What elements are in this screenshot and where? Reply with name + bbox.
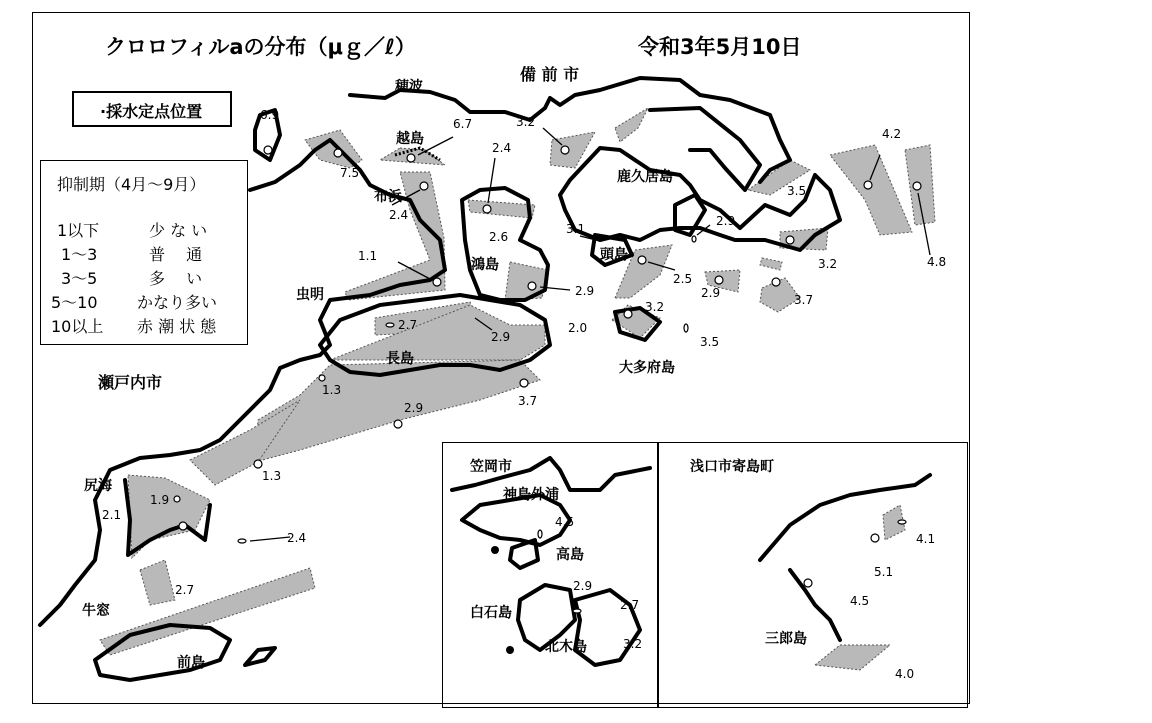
asakuchi-coast <box>760 475 930 560</box>
place-koshijima: 越島 <box>396 131 424 147</box>
value-label: 2.6 <box>489 230 509 244</box>
legend <box>40 160 248 345</box>
value-label: 3.7 <box>518 394 538 408</box>
value-label: 3.5 <box>787 184 807 198</box>
sample-point <box>528 282 536 290</box>
place-kitagishima: 北木島 <box>545 639 587 655</box>
sample-point <box>254 460 262 468</box>
value-label: 7.5 <box>340 166 360 180</box>
sea-area-south-large <box>255 360 540 462</box>
legend-label: 少 な い <box>149 221 208 240</box>
sample-point <box>264 146 272 154</box>
kasaoka-small-island <box>491 546 499 554</box>
place-shiriumi: 尻海 <box>84 478 112 494</box>
legend-label: 多 い <box>149 269 203 288</box>
sample-point <box>898 520 906 524</box>
value-label: 6.7 <box>453 117 473 131</box>
legend-range: 1以下 <box>57 221 100 240</box>
value-label: 4.1 <box>916 532 936 546</box>
place-setouchi: 瀬戸内市 <box>98 373 163 392</box>
value-label: 3.2 <box>645 300 665 314</box>
sea-area-maejima <box>100 568 315 655</box>
value-label: 2.0 <box>568 321 588 335</box>
sample-point <box>786 236 794 244</box>
place-kashima: 鴻島 <box>471 257 499 273</box>
sea-area-east-large <box>830 145 912 235</box>
sample-point <box>538 530 542 538</box>
value-label: 2.7 <box>620 598 640 612</box>
value-label: 4.5 <box>850 594 870 608</box>
sample-point <box>624 310 632 318</box>
sea-area-ushimado <box>140 560 175 605</box>
sample-point <box>561 146 569 154</box>
sample-point <box>692 236 696 242</box>
place-honami: 穂波 <box>395 79 423 95</box>
sample-point <box>433 278 441 286</box>
value-label: 2.9 <box>701 286 721 300</box>
place-bizen: 備 前 市 <box>520 65 580 84</box>
sea-area-kashima-north <box>468 200 535 218</box>
value-label: 4.2 <box>882 127 902 141</box>
sample-point <box>715 276 723 284</box>
value-label: 2.9 <box>573 579 593 593</box>
sample-point <box>573 609 581 613</box>
inset-asakuchi-title: 浅口市寄島町 <box>690 459 774 475</box>
place-shiraishijima: 白石島 <box>470 605 512 621</box>
value-label: 6.9 <box>260 108 280 122</box>
value-label: 1.3 <box>322 383 342 397</box>
value-label: 5.1 <box>874 565 894 579</box>
value-label: 4.0 <box>895 667 915 681</box>
value-label: 3.2 <box>516 115 536 129</box>
inset-kasaoka-title: 笠岡市 <box>470 459 512 475</box>
sample-point <box>913 182 921 190</box>
place-nunohama: 布浜 <box>374 189 402 205</box>
value-label: 2.4 <box>389 208 409 222</box>
value-label: 3.5 <box>700 335 720 349</box>
sample-point <box>864 181 872 189</box>
value-label: 3.2 <box>623 637 643 651</box>
value-label: 4.5 <box>555 515 575 529</box>
sample-point <box>334 149 342 157</box>
value-label: 1.1 <box>358 249 378 263</box>
value-label: 3.1 <box>566 222 586 236</box>
sea-area-bizen-b <box>615 108 648 142</box>
sample-point <box>483 205 491 213</box>
sample-point <box>238 539 246 543</box>
place-kojima-sotoura: 神島外浦 <box>503 487 559 503</box>
legend-range: 10以上 <box>51 317 104 336</box>
place-maejima: 前島 <box>177 655 205 671</box>
sample-point <box>420 182 428 190</box>
place-ootabujima: 大多府島 <box>619 360 675 376</box>
value-label: 3.7 <box>794 293 814 307</box>
place-mushiake: 虫明 <box>296 287 324 303</box>
map-title: クロロフィルaの分布（μｇ／ℓ） <box>105 35 416 59</box>
legend-label: 赤 潮 状 態 <box>137 317 217 336</box>
sample-point <box>520 379 528 387</box>
legend-label: かなり多い <box>137 293 218 312</box>
sample-point <box>179 522 187 530</box>
place-ushimado: 牛窓 <box>82 603 110 619</box>
sample-point-key-label: ·採水定点位置 <box>100 102 203 121</box>
place-takashima: 高島 <box>556 547 584 563</box>
value-label: 2.5 <box>673 272 693 286</box>
sample-point <box>871 534 879 542</box>
place-saburojima: 三郎島 <box>765 631 807 647</box>
place-kakuijima: 鹿久居島 <box>617 169 673 185</box>
value-label: 2.1 <box>102 508 122 522</box>
value-label: 2.9 <box>404 401 424 415</box>
kasaoka-small-island-b <box>506 646 514 654</box>
value-label: 3.2 <box>818 257 838 271</box>
inset-asakuchi-area-b <box>815 645 890 670</box>
place-nagashima: 長島 <box>386 351 414 367</box>
value-label: 1.9 <box>150 493 170 507</box>
value-label: 2.4 <box>287 531 307 545</box>
sea-area-kashima-east <box>505 262 548 300</box>
sample-point <box>174 496 180 502</box>
sea-area-east-c <box>760 258 782 270</box>
coast-small-e <box>245 648 275 665</box>
map-date: 令和3年5月10日 <box>638 35 802 59</box>
value-label: 1.3 <box>262 469 282 483</box>
kasaoka-coast-takashima <box>510 540 538 568</box>
sample-point <box>386 323 394 327</box>
sample-point <box>407 154 415 162</box>
sample-point <box>772 278 780 286</box>
sample-point <box>638 256 646 264</box>
value-label: 2.7 <box>175 583 195 597</box>
value-label: 4.8 <box>927 255 947 269</box>
place-zushima: 頭島 <box>600 247 628 263</box>
sample-point <box>684 324 688 332</box>
sample-point <box>394 420 402 428</box>
legend-label: 普 通 <box>149 245 203 264</box>
sample-point <box>319 375 325 381</box>
legend-range: 3～5 <box>61 269 98 288</box>
value-label: 2.9 <box>575 284 595 298</box>
value-label: 2.9 <box>491 330 511 344</box>
legend-title: 抑制期（4月～9月） <box>57 175 206 194</box>
value-label: 2.4 <box>492 141 512 155</box>
legend-range: 1～3 <box>61 245 98 264</box>
value-label: 2.7 <box>398 318 418 332</box>
value-label: 2.9 <box>716 214 736 228</box>
legend-range: 5～10 <box>51 293 98 312</box>
sample-point <box>804 579 812 587</box>
sample-point-key <box>72 91 232 127</box>
